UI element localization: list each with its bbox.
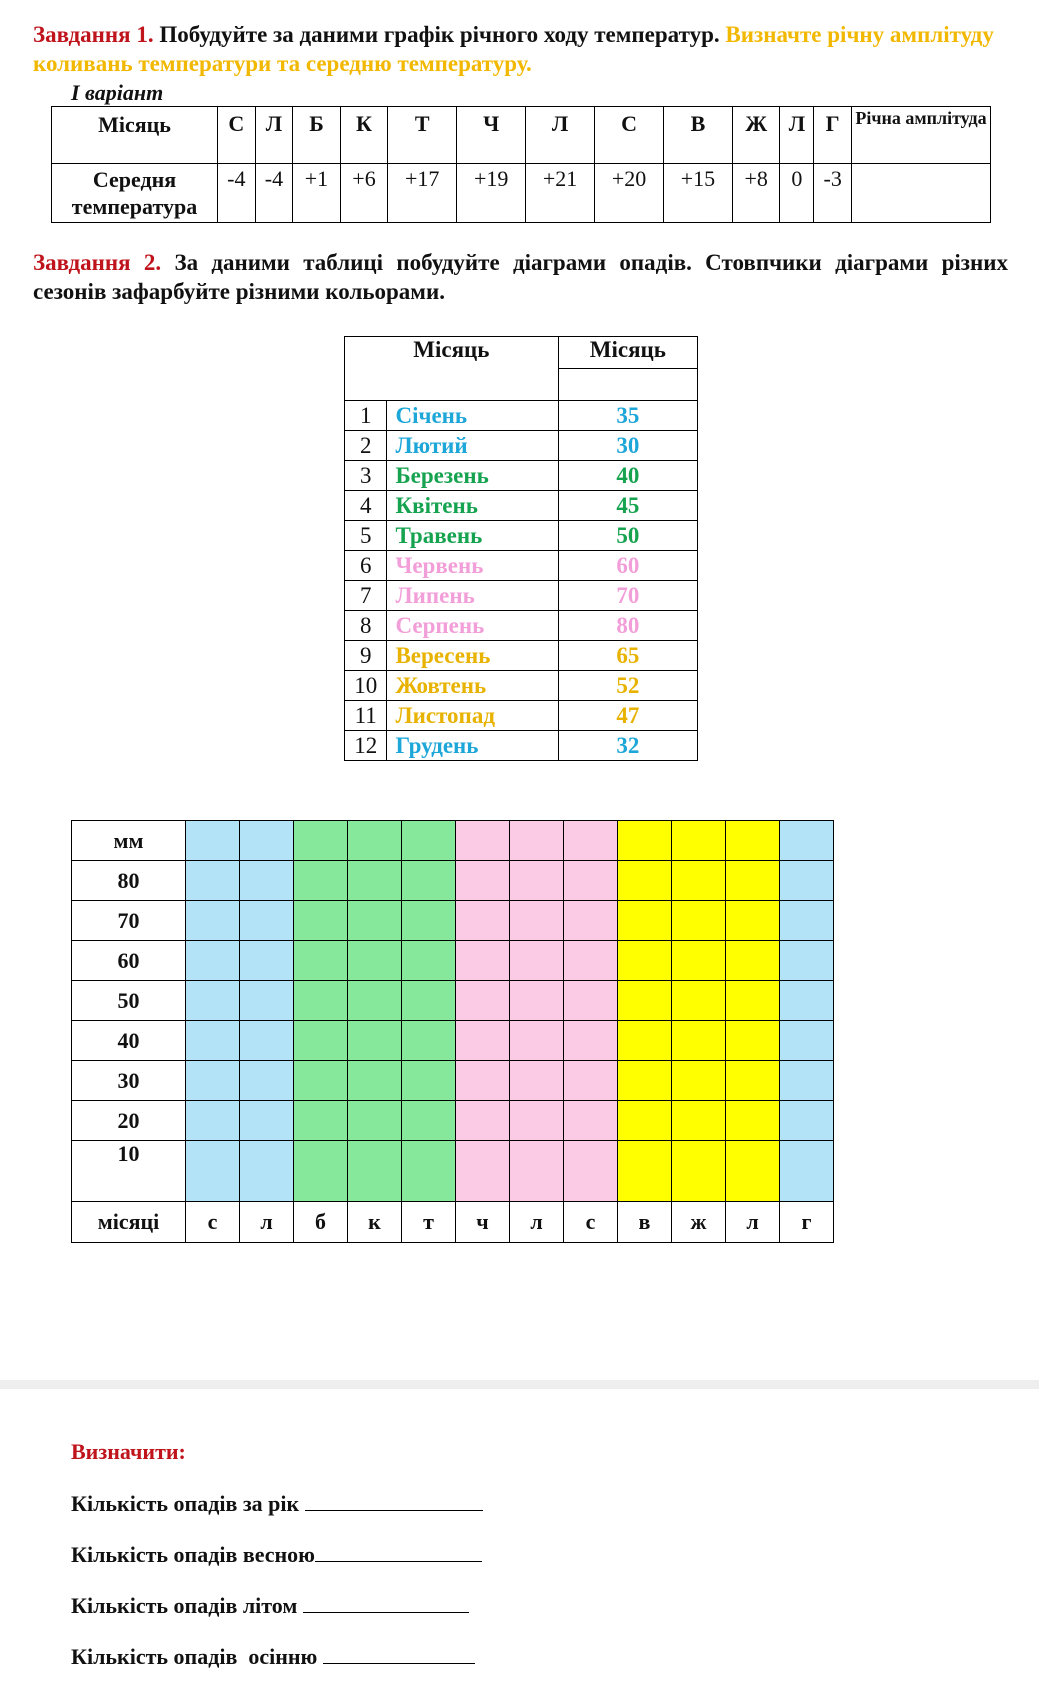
grid-cell[interactable] <box>510 1101 564 1141</box>
temp-value-cell: +6 <box>340 164 388 223</box>
grid-cell[interactable] <box>780 1061 834 1101</box>
grid-row <box>72 901 834 941</box>
variant-label: I варіант <box>71 80 164 105</box>
grid-row <box>72 1101 834 1141</box>
grid-cell[interactable] <box>672 1141 726 1202</box>
precip-month-name: Січень <box>387 401 558 431</box>
precip-row-number: 1 <box>345 401 387 431</box>
grid-row <box>72 1061 834 1101</box>
answer-line-summer[interactable] <box>303 1594 469 1613</box>
temperature-table <box>51 106 991 223</box>
grid-cell[interactable] <box>456 941 510 981</box>
precip-month-name: Серпень <box>387 611 558 641</box>
precip-month-name: Вересень <box>387 641 558 671</box>
grid-x-label: місяці <box>72 1202 186 1243</box>
answer-line-annual[interactable] <box>305 1492 483 1511</box>
temp-value-cell: -3 <box>814 164 852 223</box>
temp-value-cell: +15 <box>664 164 733 223</box>
temperature-table-values-row <box>52 164 991 223</box>
grid-cell[interactable] <box>618 1141 672 1202</box>
grid-cell[interactable] <box>618 941 672 981</box>
precip-month-name: Жовтень <box>387 671 558 701</box>
grid-month-label: к <box>348 1202 402 1243</box>
precipitation-grid <box>71 820 834 1243</box>
precip-row <box>345 731 698 761</box>
grid-row <box>72 861 834 901</box>
grid-cell[interactable] <box>510 1061 564 1101</box>
temp-value-cell: +1 <box>293 164 341 223</box>
precip-amount: 70 <box>558 581 697 611</box>
precip-row-number: 4 <box>345 491 387 521</box>
grid-cell[interactable] <box>564 1061 618 1101</box>
grid-cell[interactable] <box>564 1101 618 1141</box>
precipitation-table-body <box>345 401 698 761</box>
grid-cell[interactable] <box>726 941 780 981</box>
grid-cell[interactable] <box>186 1101 240 1141</box>
precip-row-number: 3 <box>345 461 387 491</box>
grid-month-label: в <box>618 1202 672 1243</box>
grid-cell[interactable] <box>780 821 834 861</box>
precip-row-number: 7 <box>345 581 387 611</box>
precip-row <box>345 611 698 641</box>
temp-value-cell: +21 <box>526 164 595 223</box>
worksheet-page-2 <box>0 1389 1039 1699</box>
grid-cell[interactable] <box>348 1141 402 1202</box>
grid-cell[interactable] <box>456 981 510 1021</box>
grid-month-label: ж <box>672 1202 726 1243</box>
page-divider <box>0 1380 1039 1389</box>
precip-subheader-empty <box>558 369 697 401</box>
grid-cell[interactable] <box>456 1141 510 1202</box>
precip-row-number: 6 <box>345 551 387 581</box>
grid-cell[interactable] <box>348 1101 402 1141</box>
grid-cell[interactable] <box>186 1141 240 1202</box>
task2-instruction: За даними таблиці побудуйте діаграми опадів. Стовпчики діаграми різних сезонів зафарбуйте різними кольорами. <box>33 250 1009 304</box>
precip-amount: 45 <box>558 491 697 521</box>
precip-header-right: Місяць <box>558 337 697 369</box>
precip-row <box>345 581 698 611</box>
grid-cell[interactable] <box>456 901 510 941</box>
grid-cell[interactable] <box>456 1061 510 1101</box>
month-cell: Ч <box>457 107 526 164</box>
temp-value-cell: 0 <box>780 164 814 223</box>
grid-cell[interactable] <box>240 1101 294 1141</box>
annual-amplitude-answer-cell[interactable] <box>852 164 991 223</box>
grid-cell[interactable] <box>618 821 672 861</box>
question-autumn <box>71 1644 475 1670</box>
grid-y-tick: 30 <box>72 1061 186 1101</box>
precip-row <box>345 521 698 551</box>
grid-cell[interactable] <box>510 821 564 861</box>
grid-cell[interactable] <box>672 1101 726 1141</box>
month-cell: С <box>595 107 664 164</box>
month-cell: Ж <box>732 107 780 164</box>
grid-cell[interactable] <box>186 1021 240 1061</box>
grid-y-tick: 80 <box>72 861 186 901</box>
grid-cell[interactable] <box>618 861 672 901</box>
grid-month-label: т <box>402 1202 456 1243</box>
grid-cell[interactable] <box>402 1061 456 1101</box>
grid-month-label: б <box>294 1202 348 1243</box>
month-cell: Л <box>255 107 293 164</box>
grid-cell[interactable] <box>510 981 564 1021</box>
avg-temp-label-line2: температура <box>71 194 198 219</box>
grid-cell[interactable] <box>780 1021 834 1061</box>
avg-temp-label-line1: Середня <box>92 167 177 192</box>
grid-cell[interactable] <box>348 981 402 1021</box>
precip-row <box>345 551 698 581</box>
grid-cell[interactable] <box>294 1061 348 1101</box>
precip-month-name: Лютий <box>387 431 558 461</box>
grid-cell[interactable] <box>510 1141 564 1202</box>
grid-cell[interactable] <box>240 1061 294 1101</box>
task1-text <box>33 20 1008 78</box>
precip-row <box>345 401 698 431</box>
grid-y-tick: 20 <box>72 1101 186 1141</box>
grid-month-label: ч <box>456 1202 510 1243</box>
grid-cell[interactable] <box>402 901 456 941</box>
grid-cell[interactable] <box>186 901 240 941</box>
task1-instruction: Побудуйте за даними графік річного ходу температур. <box>159 22 720 47</box>
precip-row-number: 11 <box>345 701 387 731</box>
grid-cell[interactable] <box>672 1021 726 1061</box>
grid-cell[interactable] <box>618 981 672 1021</box>
grid-cell[interactable] <box>294 941 348 981</box>
grid-cell[interactable] <box>564 901 618 941</box>
grid-cell[interactable] <box>726 1061 780 1101</box>
month-cell: Л <box>526 107 595 164</box>
precip-amount: 35 <box>558 401 697 431</box>
grid-row <box>72 821 834 861</box>
month-cell: К <box>340 107 388 164</box>
grid-cell[interactable] <box>726 1141 780 1202</box>
month-cell: С <box>218 107 256 164</box>
grid-cell[interactable] <box>402 821 456 861</box>
precip-amount: 50 <box>558 521 697 551</box>
grid-cell[interactable] <box>186 941 240 981</box>
month-cell: Б <box>293 107 341 164</box>
grid-cell[interactable] <box>780 901 834 941</box>
grid-cell[interactable] <box>510 861 564 901</box>
grid-cell[interactable] <box>294 1141 348 1202</box>
grid-y-tick: 60 <box>72 941 186 981</box>
precip-row <box>345 701 698 731</box>
precip-row-number: 8 <box>345 611 387 641</box>
grid-y-tick: 40 <box>72 1021 186 1061</box>
grid-cell[interactable] <box>456 1021 510 1061</box>
precip-row-number: 12 <box>345 731 387 761</box>
precip-month-name: Листопад <box>387 701 558 731</box>
precip-row-number: 10 <box>345 671 387 701</box>
month-header-cell: Місяць <box>52 107 218 164</box>
grid-cell[interactable] <box>726 1021 780 1061</box>
grid-row <box>72 1141 834 1202</box>
grid-cell[interactable] <box>672 1061 726 1101</box>
precipitation-grid-body <box>72 821 834 1243</box>
precip-amount: 52 <box>558 671 697 701</box>
grid-unit-label: мм <box>72 821 186 861</box>
precip-month-name: Липень <box>387 581 558 611</box>
grid-cell[interactable] <box>726 821 780 861</box>
grid-cell[interactable] <box>618 901 672 941</box>
grid-row <box>72 941 834 981</box>
month-cell: Т <box>388 107 457 164</box>
grid-row <box>72 981 834 1021</box>
grid-cell[interactable] <box>348 941 402 981</box>
answer-line-autumn[interactable] <box>323 1645 475 1664</box>
task2-text <box>33 248 1008 306</box>
grid-month-label: л <box>240 1202 294 1243</box>
question-spring <box>71 1542 482 1568</box>
grid-cell[interactable] <box>294 1101 348 1141</box>
precip-row <box>345 431 698 461</box>
task1-highlight: Визначте річну амплітуду коливань температури та середню температуру. <box>33 22 994 76</box>
grid-cell[interactable] <box>672 941 726 981</box>
precip-month-name: Грудень <box>387 731 558 761</box>
grid-cell[interactable] <box>510 1021 564 1061</box>
month-cell: В <box>664 107 733 164</box>
grid-cell[interactable] <box>294 861 348 901</box>
grid-cell[interactable] <box>780 981 834 1021</box>
precip-month-name: Червень <box>387 551 558 581</box>
grid-cell[interactable] <box>564 821 618 861</box>
grid-cell[interactable] <box>726 981 780 1021</box>
grid-cell[interactable] <box>348 1021 402 1061</box>
grid-cell[interactable] <box>240 821 294 861</box>
grid-cell[interactable] <box>780 1101 834 1141</box>
grid-month-label: л <box>510 1202 564 1243</box>
grid-cell[interactable] <box>240 1141 294 1202</box>
grid-cell[interactable] <box>240 861 294 901</box>
grid-cell[interactable] <box>402 1101 456 1141</box>
temp-value-cell: +17 <box>388 164 457 223</box>
grid-cell[interactable] <box>186 861 240 901</box>
temp-value-cell: -4 <box>255 164 293 223</box>
precip-header-month: Місяць <box>345 337 559 401</box>
grid-cell[interactable] <box>294 821 348 861</box>
grid-cell[interactable] <box>780 861 834 901</box>
define-title: Визначити: <box>71 1439 186 1464</box>
grid-cell[interactable] <box>186 1061 240 1101</box>
grid-cell[interactable] <box>240 901 294 941</box>
grid-cell[interactable] <box>294 981 348 1021</box>
grid-cell[interactable] <box>348 821 402 861</box>
grid-cell[interactable] <box>564 861 618 901</box>
grid-cell[interactable] <box>348 861 402 901</box>
temp-value-cell: +8 <box>732 164 780 223</box>
precip-month-name: Травень <box>387 521 558 551</box>
grid-cell[interactable] <box>564 1021 618 1061</box>
task1-number: Завдання 1. <box>33 22 154 47</box>
grid-cell[interactable] <box>672 821 726 861</box>
grid-cell[interactable] <box>456 861 510 901</box>
grid-y-tick: 50 <box>72 981 186 1021</box>
grid-cell[interactable] <box>510 901 564 941</box>
grid-cell[interactable] <box>510 941 564 981</box>
precip-row-number: 5 <box>345 521 387 551</box>
grid-cell[interactable] <box>780 941 834 981</box>
grid-cell[interactable] <box>348 1061 402 1101</box>
temp-value-cell: +19 <box>457 164 526 223</box>
precip-row-number: 2 <box>345 431 387 461</box>
grid-month-row <box>72 1202 834 1243</box>
grid-cell[interactable] <box>402 861 456 901</box>
grid-cell[interactable] <box>294 901 348 941</box>
grid-month-label: с <box>564 1202 618 1243</box>
grid-cell[interactable] <box>618 1021 672 1061</box>
question-summer-text: Кількість опадів літом <box>71 1593 298 1618</box>
grid-month-label: г <box>780 1202 834 1243</box>
precip-month-name: Квітень <box>387 491 558 521</box>
grid-cell[interactable] <box>726 901 780 941</box>
question-summer <box>71 1593 469 1619</box>
grid-cell[interactable] <box>402 941 456 981</box>
temperature-table-header-row <box>52 107 991 164</box>
precip-row <box>345 461 698 491</box>
question-annual-text: Кількість опадів за рік <box>71 1491 300 1516</box>
grid-cell[interactable] <box>564 941 618 981</box>
precipitation-table <box>344 336 698 761</box>
precip-amount: 40 <box>558 461 697 491</box>
grid-cell[interactable] <box>618 1101 672 1141</box>
grid-cell[interactable] <box>348 901 402 941</box>
precip-row <box>345 641 698 671</box>
precip-row <box>345 491 698 521</box>
month-cell: Г <box>814 107 852 164</box>
grid-row <box>72 1021 834 1061</box>
grid-cell[interactable] <box>672 901 726 941</box>
grid-y-tick: 10 <box>72 1141 186 1202</box>
precip-amount: 60 <box>558 551 697 581</box>
grid-cell[interactable] <box>726 861 780 901</box>
precip-amount: 65 <box>558 641 697 671</box>
grid-cell[interactable] <box>294 1021 348 1061</box>
grid-cell[interactable] <box>726 1101 780 1141</box>
grid-cell[interactable] <box>456 1101 510 1141</box>
task2-number: Завдання 2. <box>33 250 162 275</box>
precipitation-table-header <box>345 337 698 369</box>
grid-cell[interactable] <box>564 981 618 1021</box>
grid-cell[interactable] <box>672 861 726 901</box>
answer-line-spring[interactable] <box>315 1543 482 1562</box>
precip-amount: 32 <box>558 731 697 761</box>
precip-amount: 30 <box>558 431 697 461</box>
precip-amount: 80 <box>558 611 697 641</box>
grid-cell[interactable] <box>402 981 456 1021</box>
grid-cell[interactable] <box>402 1021 456 1061</box>
annual-amplitude-header: Річна амплітуда <box>852 107 991 164</box>
month-cell: Л <box>780 107 814 164</box>
temp-value-cell: +20 <box>595 164 664 223</box>
temp-value-cell: -4 <box>218 164 256 223</box>
precip-month-name: Березень <box>387 461 558 491</box>
question-autumn-text: Кількість опадів осінню <box>71 1644 318 1669</box>
grid-cell[interactable] <box>672 981 726 1021</box>
grid-month-label: л <box>726 1202 780 1243</box>
grid-cell[interactable] <box>240 981 294 1021</box>
precip-amount: 47 <box>558 701 697 731</box>
avg-temp-label <box>52 164 218 223</box>
grid-cell[interactable] <box>186 821 240 861</box>
grid-cell[interactable] <box>618 1061 672 1101</box>
grid-cell[interactable] <box>402 1141 456 1202</box>
grid-cell[interactable] <box>564 1141 618 1202</box>
grid-cell[interactable] <box>240 941 294 981</box>
grid-cell[interactable] <box>240 1021 294 1061</box>
grid-cell[interactable] <box>780 1141 834 1202</box>
question-spring-text: Кількість опадів весною <box>71 1542 315 1567</box>
grid-month-label: с <box>186 1202 240 1243</box>
precip-row-number: 9 <box>345 641 387 671</box>
precip-row <box>345 671 698 701</box>
grid-cell[interactable] <box>456 821 510 861</box>
question-annual <box>71 1491 483 1517</box>
grid-y-tick: 70 <box>72 901 186 941</box>
grid-cell[interactable] <box>186 981 240 1021</box>
